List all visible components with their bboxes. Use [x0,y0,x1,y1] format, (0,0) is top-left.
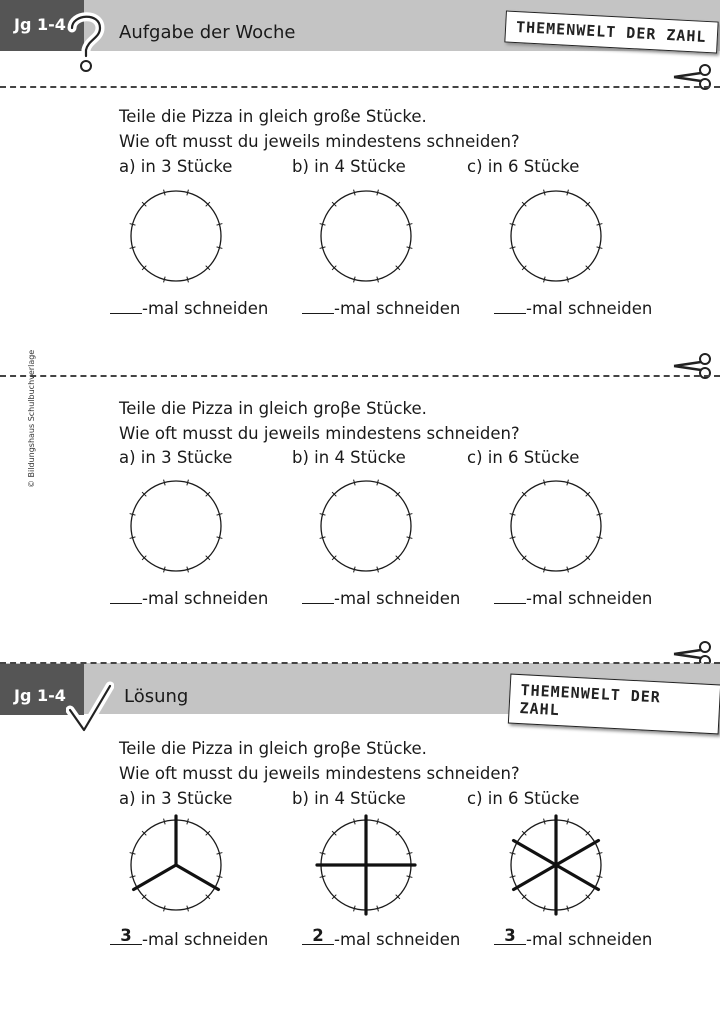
pizza-cut-line [176,865,218,890]
answer-b [302,926,461,949]
instruction-line-1: Teile die Pizza in gleich große Stücke. [119,107,427,126]
answer-suffix: -mal schneiden [142,589,269,608]
answer-blank[interactable] [110,299,142,314]
answer-value: 3 [120,926,132,945]
label-c: c) in 6 Stücke [467,157,580,176]
theme-stamp: THEMENWELT DER ZAHL [508,674,720,735]
answer-suffix: -mal schneiden [526,930,653,949]
answer-suffix: -mal schneiden [142,299,269,318]
answer-suffix: -mal schneiden [526,299,653,318]
answer-b [302,589,460,608]
label-b: b) in 4 Stücke [292,448,406,467]
answer-blank[interactable] [110,589,142,604]
instruction-line-1: Teile die Pizza in gleich groβe Stücke. [119,399,427,418]
solution-title: Lösung [124,686,189,707]
question-mark-icon [64,10,108,76]
answer-blank [110,926,142,945]
answer-c [494,589,652,608]
answer-c [494,926,653,949]
answer-blank [494,926,526,945]
cut-line [0,662,720,664]
pizza-circle-cut-3 [130,819,222,911]
page-title: Aufgabe der Woche [119,22,296,43]
answer-blank[interactable] [302,589,334,604]
label-c: c) in 6 Stücke [467,448,580,467]
answer-blank[interactable] [494,299,526,314]
label-b: b) in 4 Stücke [292,157,406,176]
label-a: a) in 3 Stücke [119,157,233,176]
grade-label: Jg 1-4 [14,686,66,705]
cut-line [0,375,720,377]
pizza-circle [510,190,602,282]
label-a: a) in 3 Stücke [119,789,233,808]
cut-line [0,86,720,88]
answer-suffix: -mal schneiden [526,589,653,608]
answer-suffix: -mal schneiden [334,589,461,608]
label-b: b) in 4 Stücke [292,789,406,808]
pizza-circle [320,480,412,572]
pizza-circle [130,480,222,572]
answer-value: 2 [312,926,324,945]
answer-a [110,299,268,318]
checkmark-icon [66,680,114,736]
pizza-circle [510,480,602,572]
instruction-line-2: Wie oft musst du jeweils mindestens schneiden? [119,764,520,783]
answer-blank [302,926,334,945]
answer-a [110,589,268,608]
label-a: a) in 3 Stücke [119,448,233,467]
pizza-circle [320,190,412,282]
answer-blank[interactable] [302,299,334,314]
pizza-cut-line [134,865,176,890]
pizza-circle-cut-6 [510,819,602,911]
grade-label: Jg 1-4 [14,15,66,34]
instruction-line-2: Wie oft musst du jeweils mindestens schneiden? [119,132,520,151]
answer-value: 3 [504,926,516,945]
pizza-circle-cut-4 [320,819,412,911]
answer-b [302,299,460,318]
answer-suffix: -mal schneiden [334,930,461,949]
answer-c [494,299,652,318]
answer-a [110,926,269,949]
answer-blank[interactable] [494,589,526,604]
label-c: c) in 6 Stücke [467,789,580,808]
theme-stamp: THEMENWELT DER ZAHL [504,10,718,53]
copyright-note: © Bildungshaus Schulbuchverlage [27,349,36,488]
answer-suffix: -mal schneiden [334,299,461,318]
pizza-circle [130,190,222,282]
instruction-line-1: Teile die Pizza in gleich groβe Stücke. [119,739,427,758]
instruction-line-2: Wie oft musst du jeweils mindestens schneiden? [119,424,520,443]
answer-suffix: -mal schneiden [142,930,269,949]
